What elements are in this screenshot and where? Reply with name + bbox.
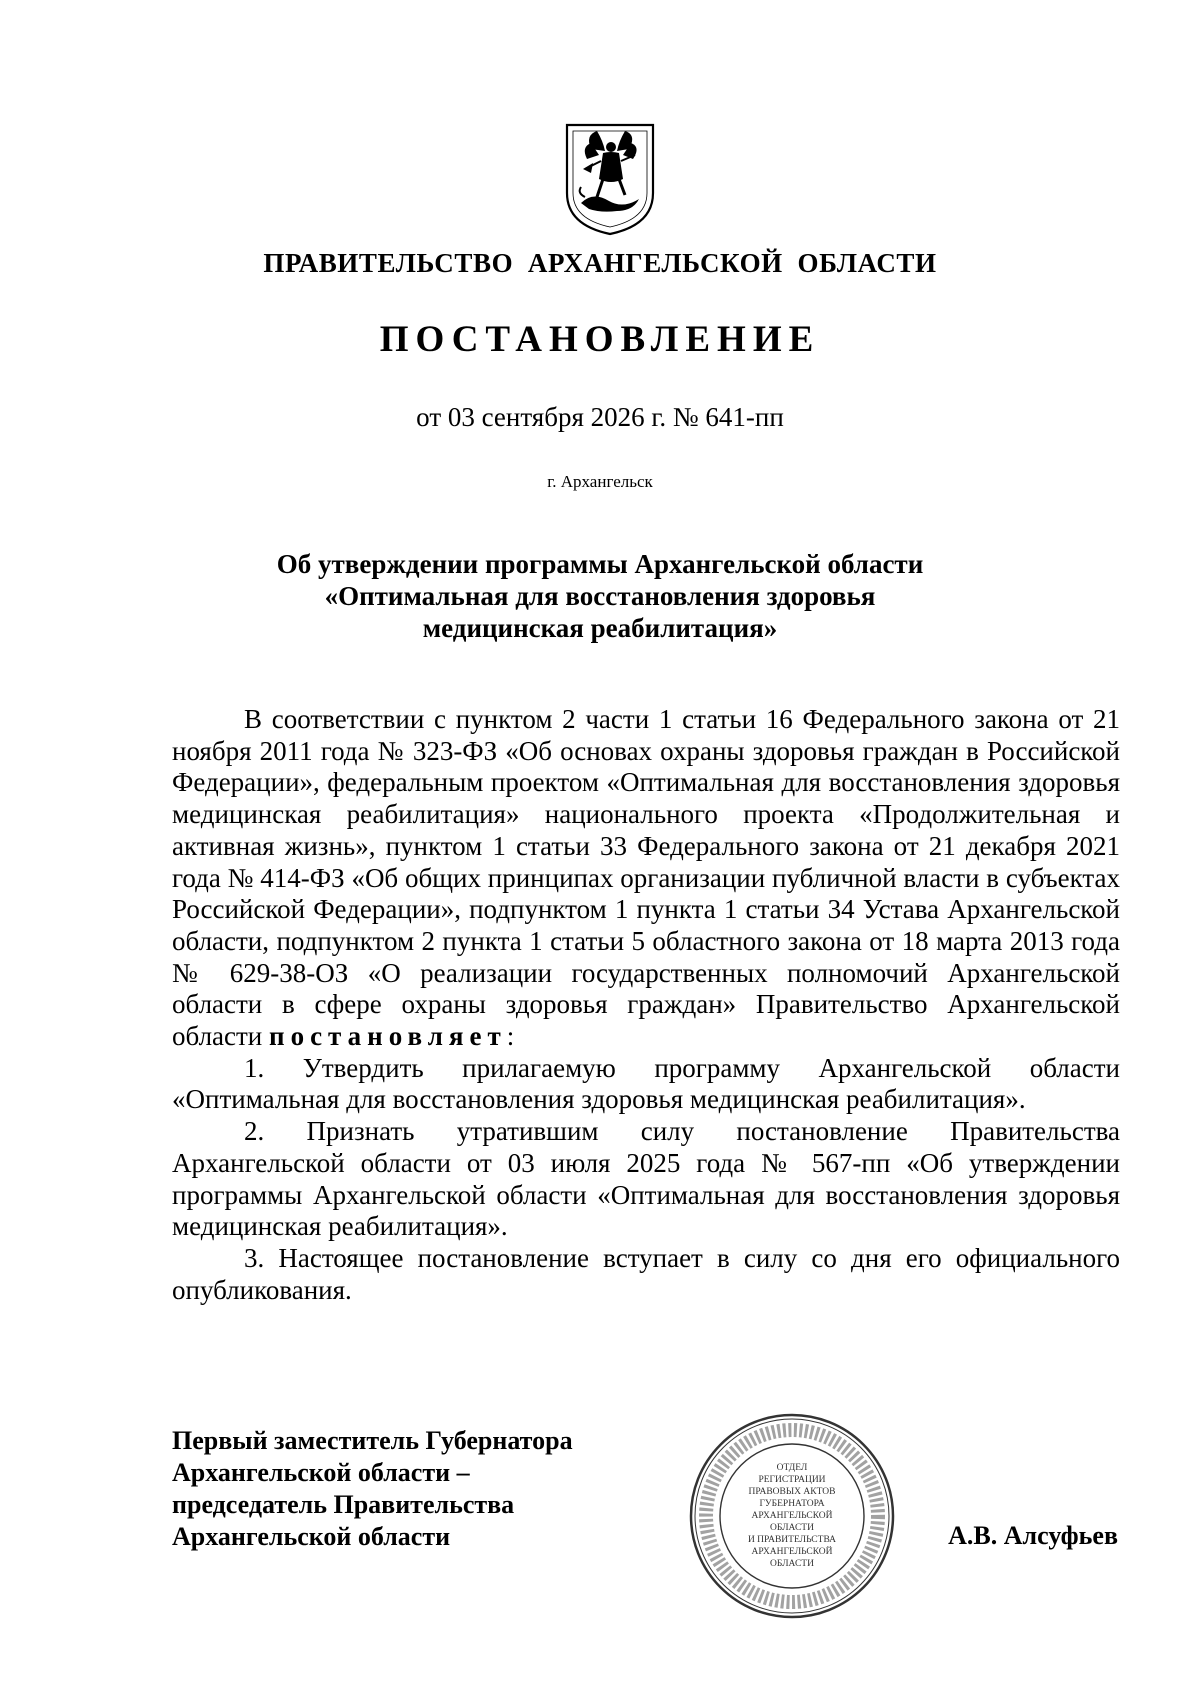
document-subject xyxy=(170,548,1030,644)
decree-word: постановляет xyxy=(269,1021,507,1052)
document-body xyxy=(172,704,1120,1306)
subject-line: «Оптимальная для восстановления здоровья xyxy=(324,581,876,611)
signer-position-line: Первый заместитель Губернатора xyxy=(172,1426,573,1455)
official-stamp xyxy=(688,1412,896,1620)
stamp-line: ПРАВОВЫХ АКТОВ xyxy=(748,1487,836,1497)
stamp-line: И ПРАВИТЕЛЬСТВА xyxy=(747,1535,837,1545)
subject-line: Об утверждении программы Архангельской области xyxy=(276,549,924,579)
signer-name: А.В. Алсуфьев xyxy=(948,1521,1118,1550)
preamble-text: В соответствии с пунктом 2 части 1 статьи 16 Федерального закона от 21 ноября 2011 года № 323-ФЗ «Об основах охраны здоровья граждан в Российской Федерации», федеральным проектом «Оптимальная для восстановления здоровья медицинская реабилитация» национального проекта «Продолжительная и активная жизнь», пунктом 1 статьи 33 Федерального закона от 21 декабря 2021 года № 414-ФЗ «Об общих принципах организации публичной власти в субъектах Российской Федерации», подпунктом 1 пункта 1 статьи 34 Устава Архангельской области, подпунктом 2 пункта 1 статьи 5 областного закона от 18 марта 2013 года № 629-38-ОЗ «О реализации государственных полномочий Архангельской области в сфере охраны здоровья граждан» Правительство Архангельской области xyxy=(172,704,1120,1052)
stamp-line: ОБЛАСТИ xyxy=(770,1523,814,1533)
document-date-number: от 03 сентября 2026 г. № 641-пп xyxy=(416,402,784,432)
document-type-heading: ПОСТАНОВЛЕНИЕ xyxy=(379,319,821,360)
subject-line: медицинская реабилитация» xyxy=(422,613,778,643)
stamp-line: РЕГИСТРАЦИИ xyxy=(758,1475,826,1485)
stamp-line: ГУБЕРНАТОРА xyxy=(759,1499,825,1509)
signer-position xyxy=(172,1425,573,1553)
item-paragraph: 2. Признать утратившим силу постановление Правительства Архангельской области от 03 июля 2025 года № 567-пп «Об утверждении программы Архангельской области «Оптимальная для восстановления здоровья медицинская реабилитация». xyxy=(172,1116,1120,1242)
stamp-line: ОТДЕЛ xyxy=(776,1463,808,1473)
signer-position-line: Архангельской области xyxy=(172,1522,451,1551)
stamp-line: АРХАНГЕЛЬСКОЙ xyxy=(751,1511,833,1521)
signer-position-line: председатель Правительства xyxy=(172,1490,515,1519)
coat-of-arms-emblem xyxy=(563,117,657,237)
preamble-paragraph xyxy=(172,704,1120,1053)
decree-colon: : xyxy=(506,1021,515,1052)
document-city: г. Архангельск xyxy=(547,472,653,491)
item-paragraph: 3. Настоящее постановление вступает в силу со дня его официального опубликования. xyxy=(172,1242,1120,1305)
stamp-line: ОБЛАСТИ xyxy=(770,1559,814,1569)
stamp-line: АРХАНГЕЛЬСКОЙ xyxy=(751,1547,833,1557)
item-paragraph: 1. Утвердить прилагаемую программу Архангельской области «Оптимальная для восстановления здоровья медицинская реабилитация». xyxy=(172,1052,1120,1115)
organization-title: ПРАВИТЕЛЬСТВО АРХАНГЕЛЬСКОЙ ОБЛАСТИ xyxy=(263,248,937,278)
signer-position-line: Архангельской области – xyxy=(172,1458,470,1487)
